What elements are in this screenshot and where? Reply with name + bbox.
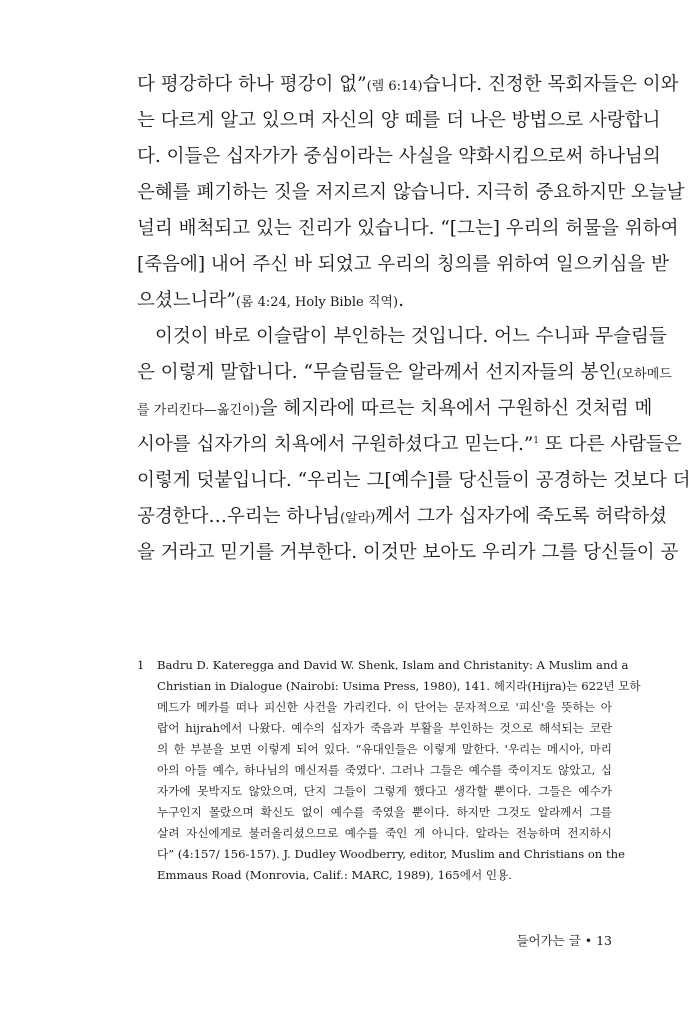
body-line: [죽음에] 내어 주신 바 되었고 우리의 칭의를 위하여 일으키심을 받: [137, 254, 670, 275]
body-line: 이렇게 덧붙입니다. “우리는 그[예수]를 당신들이 공경하는 것보다 더: [137, 470, 691, 491]
footnote-line: 랍어 hijrah에서 나왔다. 예수의 십자가 죽음과 부활을 부인하는 것으로 해석되는 코란: [157, 721, 612, 735]
body-line: 다 평강하다 하나 평강이 없”(렘 6:14)습니다. 진정한 목회자들은 이와: [137, 74, 679, 95]
body-line: 공경한다…우리는 하나님(알라)께서 그가 십자가에 죽도록 허락하셨: [137, 506, 667, 527]
body-line: 이것이 바로 이슬람이 부인하는 것입니다. 어느 수니파 무슬림들: [155, 326, 667, 347]
body-line: 을 거라고 믿기를 거부한다. 이것만 보아도 우리가 그를 당신들이 공: [137, 542, 679, 563]
footnote-line: Christian in Dialogue (Nairobi: Usima Press, 1980), 141. 헤지라(Hijra)는 622년 모하: [157, 679, 641, 693]
body-line: 를 가리킨다—옮긴이)을 헤지라에 따르는 치욕에서 구원하신 것처럼 메: [137, 398, 653, 419]
footnote-line: 누구인지 몰랐으며 확신도 없이 예수를 죽였을 뿐이다. 하지만 그것도 알라께서 그를: [157, 805, 612, 819]
footnote-number: 1: [137, 658, 145, 672]
body-line: 널리 배척되고 있는 진리가 있습니다. “[그는] 우리의 허물을 위하여: [137, 218, 679, 239]
body-line: 은혜를 폐기하는 짓을 저지르지 않습니다. 지극히 중요하지만 오늘날: [137, 182, 685, 203]
body-line: 은 이렇게 말합니다. “무슬림들은 알라께서 선지자들의 봉인(모하메드: [137, 362, 672, 383]
body-line: 는 다르게 알고 있으며 자신의 양 떼를 더 나은 방법으로 사랑합니: [137, 110, 661, 131]
body-line: 다. 이들은 십자가가 중심이라는 사실을 약화시킴으로써 하나님의: [137, 146, 661, 167]
footnote-line: 살려 자신에게로 불러올리셨으므로 예수를 죽인 게 아니다. 알라는 전능하며 전지하시: [157, 826, 612, 840]
footnote-line: Badru D. Kateregga and David W. Shenk, Islam and Christanity: A Muslim and a: [157, 658, 629, 672]
footnote-line: 의 한 부분을 보면 이렇게 되어 있다. “유대인들은 이렇게 말한다. '우리는 메시아, 마리: [157, 742, 612, 756]
footnote-line: 아의 아들 예수, 하나님의 메신저를 죽였다'. 그러나 그들은 예수를 죽이지도 않았고, 십: [157, 763, 612, 777]
footnote-line: 자가에 못박지도 않았으며, 단지 그들이 그렇게 했다고 생각할 뿐이다. 그들은 예수가: [157, 784, 612, 798]
footnote-marker[interactable]: 1: [533, 435, 540, 446]
footnote-line: Emmaus Road (Monrovia, Calif.: MARC, 1989), 165에서 인용.: [157, 868, 512, 882]
body-line: 으셨느니라”(롬 4:24, Holy Bible 직역).: [137, 290, 404, 311]
body-line: 시아를 십자가의 치욕에서 구원하셨다고 믿는다.”$^1$ 또 다른 사람들은: [137, 434, 682, 455]
page-folio: 들어가는 글 • 13: [516, 933, 612, 948]
footnote-line: 다” (4:157/ 156-157). J. Dudley Woodberry, editor, Muslim and Christians on the: [157, 847, 625, 861]
footnote-line: 메드가 메카를 떠나 피신한 사건을 가리킨다. 이 단어는 문자적으로 '피신'을 뜻하는 아: [157, 700, 612, 714]
